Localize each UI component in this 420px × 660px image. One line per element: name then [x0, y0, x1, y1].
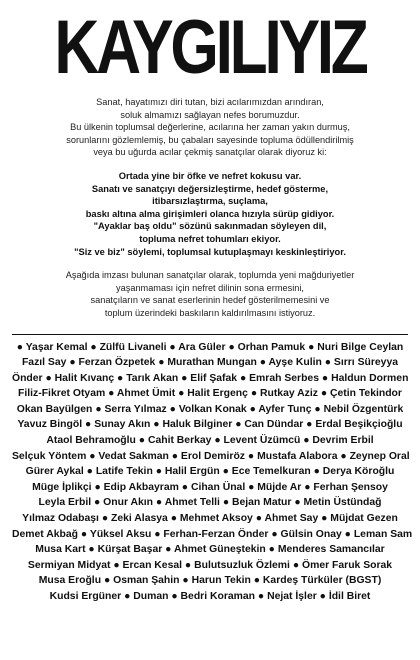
bullet-icon: ●	[303, 435, 313, 447]
bullet-icon: ●	[182, 575, 192, 587]
signatory-name: Nejat İşler	[267, 591, 317, 602]
bullet-icon: ●	[184, 559, 195, 571]
bullet-icon: ●	[80, 528, 90, 540]
signatory-name: Emrah Serbes	[249, 372, 319, 384]
signatory-name: Ece Temelkuran	[231, 466, 311, 478]
signatory-name: Selçuk Yöntem	[12, 450, 87, 462]
signatory-name: Vedat Sakman	[98, 450, 169, 462]
signatory-name: Musa Eroğlu	[38, 575, 102, 587]
statement-line: topluma nefret tohumları ekiyor.	[139, 233, 281, 244]
bullet-icon: ●	[95, 403, 105, 415]
bullet-icon: ●	[239, 372, 250, 384]
bullet-icon: ●	[171, 450, 181, 462]
signatory-name: Gürer Aykal	[25, 466, 84, 478]
intro-paragraph	[12, 96, 408, 159]
signature-line	[12, 402, 408, 418]
bullet-icon: ●	[250, 388, 260, 400]
bullet-icon: ●	[253, 575, 263, 587]
signatory-name: Fazıl Say	[21, 357, 67, 369]
bullet-icon: ●	[103, 575, 114, 587]
signatory-name: Ferzan Özpetek	[78, 357, 156, 369]
closing-line: toplum üzerindeki baskıların kaldırılmasını istiyoruz.	[104, 307, 316, 318]
signatory-name: Ahmet Telli	[164, 497, 220, 509]
signature-line	[12, 511, 408, 527]
bullet-icon: ●	[308, 341, 318, 353]
signature-line	[12, 480, 408, 496]
signatory-name: Ayşe Kulin	[268, 357, 322, 369]
signatory-name: Can Dündar	[244, 419, 304, 431]
signatory-name: Tarık Akan	[126, 372, 179, 384]
signatory-name: Çetin Tekindor	[329, 388, 402, 400]
signature-line	[12, 433, 408, 449]
signatory-name: Müjdat Gezen	[330, 513, 398, 525]
bullet-icon: ●	[292, 559, 302, 571]
signatory-name: Ahmet Ümit	[116, 388, 176, 400]
bullet-icon: ●	[259, 357, 269, 369]
intro-line: Bu ülkenin toplumsal değerlerine, acılarına her zaman yakın durmuş,	[70, 122, 350, 133]
intro-line: veya bu uğurda acılar çekmiş sanatçılar olarak diyoruz ki:	[93, 147, 327, 158]
signatory-name: Ataol Behramoğlu	[46, 435, 136, 447]
bullet-icon: ●	[214, 435, 224, 447]
signatory-name: Musa Kart	[35, 544, 86, 556]
signatory-name: Zeki Alasya	[111, 513, 168, 525]
bullet-icon: ●	[271, 528, 281, 540]
signatory-name: Orhan Pamuk	[237, 341, 306, 353]
signatory-name: Leman Sam	[353, 528, 413, 540]
signatory-name: Demet Akbağ	[12, 528, 79, 540]
signatory-name: Erol Demiröz	[180, 450, 245, 462]
signatory-name: Müge İplikçi	[32, 481, 92, 493]
signatory-name: Bedri Koraman	[180, 591, 256, 602]
signatory-name: Edip Akbayram	[103, 481, 179, 493]
signatory-name: Filiz-Fikret Otyam	[18, 388, 106, 400]
bullet-icon: ●	[88, 544, 98, 556]
bullet-icon: ●	[113, 559, 123, 571]
signatory-name: Ömer Faruk Sorak	[302, 559, 393, 571]
signatory-name: Mehmet Aksoy	[179, 513, 253, 525]
bullet-icon: ●	[248, 481, 258, 493]
closing-line: Aşağıda imzası bulunan sanatçılar olarak, toplumda yeni mağduriyetler	[65, 270, 355, 281]
closing-line: yaşanmaması için nefret dilinin sona ermesini,	[116, 282, 304, 293]
bullet-icon: ●	[319, 591, 329, 602]
divider-rule	[12, 334, 408, 335]
signatory-name: Metin Üstündağ	[303, 497, 382, 509]
signatory-name: Yaşar Kemal	[25, 341, 88, 353]
bullet-icon: ●	[94, 497, 104, 509]
signature-line	[12, 371, 408, 387]
bullet-icon: ●	[94, 481, 104, 493]
signatory-name: İdil Biret	[328, 591, 371, 602]
bullet-icon: ●	[268, 544, 278, 556]
bullet-icon: ●	[247, 450, 258, 462]
bullet-icon: ●	[324, 357, 334, 369]
bullet-icon: ●	[153, 419, 163, 431]
signatory-name: Duman	[133, 591, 169, 602]
bullet-icon: ●	[222, 466, 232, 478]
signatory-name: Kudsi Ergüner	[49, 591, 122, 602]
statement-line: baskı altına alma girişimleri olanca hızıyla sürüp gidiyor.	[85, 208, 335, 219]
bullet-icon: ●	[90, 341, 100, 353]
signatory-name: Derya Köroğlu	[322, 466, 395, 478]
signatory-name: Müjde Ar	[257, 481, 302, 493]
signatory-name: Kardeş Türküler (BGST)	[262, 575, 382, 587]
statement-paragraph	[12, 170, 408, 258]
bullet-icon: ●	[45, 372, 55, 384]
signatory-name: Nuri Bilge Ceylan	[317, 341, 404, 353]
bullet-icon: ●	[154, 528, 164, 540]
signature-line	[12, 417, 408, 433]
signatory-name: Leyla Erbil	[38, 497, 92, 509]
bullet-icon: ●	[321, 513, 331, 525]
signatory-name: Ferhan-Ferzan Önder	[163, 528, 269, 540]
bullet-icon: ●	[320, 388, 330, 400]
statement-line: "Ayaklar baş oldu" sözünü sakınmadan söyleyen dil,	[93, 221, 327, 232]
signatory-name: Cihan Ünal	[190, 481, 246, 493]
bullet-icon: ●	[181, 372, 191, 384]
signatory-name: Yavuz Bingöl	[17, 419, 83, 431]
signatory-name: Halit Ergenç	[187, 388, 248, 400]
signatory-name: Ahmet Güneştekin	[173, 544, 266, 556]
signature-line	[12, 355, 408, 371]
signature-list	[12, 340, 413, 605]
statement-line: "Siz ve biz" söylemi, toplumsal kutuplaşmayı keskinleştiriyor.	[74, 246, 346, 257]
bullet-icon: ●	[313, 466, 323, 478]
bullet-icon: ●	[169, 403, 179, 415]
signatory-name: Serra Yılmaz	[104, 403, 167, 415]
bullet-icon: ●	[89, 450, 99, 462]
bullet-icon: ●	[69, 357, 79, 369]
intro-line: Sanat, hayatımızı diri tutan, bizi acılarımızdan arındıran,	[96, 97, 324, 107]
signatory-name: Ahmet Say	[264, 513, 319, 525]
statement-line: itibarsızlaştırma, suçlama,	[152, 196, 268, 207]
signatory-name: Gülsin Onay	[280, 528, 342, 540]
statement-line: Sanatı ve sanatçıyı değersizleştirme, hedef gösterme,	[91, 183, 329, 194]
bullet-icon: ●	[321, 372, 332, 384]
signatory-name: Bulutsuzluk Özlemi	[194, 559, 290, 571]
signatory-name: Elif Şafak	[190, 372, 238, 384]
bullet-icon: ●	[158, 357, 168, 369]
bullet-icon: ●	[169, 341, 179, 353]
signatory-name: Kürşat Başar	[97, 544, 163, 556]
closing-line: sanatçıların ve sanat eserlerinin hedef gösterilmemesini ve	[90, 295, 330, 306]
bullet-icon: ●	[155, 466, 165, 478]
bullet-icon: ●	[101, 513, 112, 525]
signatory-name: Sermiyan Midyat	[27, 559, 111, 571]
bullet-icon: ●	[108, 388, 117, 400]
signatory-name: Ayfer Tunç	[258, 403, 312, 415]
signature-line	[12, 573, 408, 589]
signatory-name: Latife Tekin	[95, 466, 153, 478]
signatory-name: Harun Tekin	[191, 575, 251, 587]
signature-line	[12, 386, 408, 402]
bullet-icon: ●	[165, 544, 174, 556]
statement-line: Ortada yine bir öfke ve nefret kokusu var.	[118, 170, 302, 181]
signature-line	[12, 340, 408, 356]
closing-paragraph	[12, 269, 408, 319]
intro-line: soluk almamızı sağlayan nefes borumuzdur.	[120, 109, 300, 120]
signatory-name: Halit Kıvanç	[54, 372, 115, 384]
bullet-icon: ●	[170, 513, 180, 525]
bullet-icon: ●	[181, 481, 191, 493]
signature-line	[12, 449, 408, 465]
signature-line	[12, 527, 413, 543]
signatory-name: Zeynep Oral	[349, 450, 410, 462]
bullet-icon: ●	[124, 591, 134, 602]
signature-line	[12, 495, 408, 511]
bullet-icon: ●	[249, 403, 259, 415]
bullet-icon: ●	[85, 419, 95, 431]
signature-line	[12, 542, 408, 558]
intro-line: sorunlarını gözlemlemiş, bu çabaları sayesinde topluma ödüllendirilmiş	[66, 134, 354, 145]
signatory-name: Nebil Özgentürk	[323, 403, 404, 415]
bullet-icon: ●	[255, 513, 265, 525]
bullet-icon: ●	[222, 497, 232, 509]
signatory-name: Haldun Dormen	[331, 372, 409, 384]
headline: KAYGILIYIZ	[54, 5, 366, 90]
signatory-name: Zülfü Livaneli	[99, 341, 167, 353]
signatory-name: Yüksel Aksu	[89, 528, 152, 540]
signatory-name: Devrim Erbil	[312, 435, 374, 447]
signatory-name: Sunay Akın	[94, 419, 151, 431]
bullet-icon: ●	[257, 591, 268, 602]
signatory-name: Volkan Konak	[178, 403, 247, 415]
bullet-icon: ●	[178, 388, 188, 400]
signatory-name: Bejan Matur	[231, 497, 292, 509]
signatory-name: Haluk Bilginer	[162, 419, 233, 431]
signatory-name: Ercan Kesal	[122, 559, 183, 571]
bullet-icon: ●	[171, 591, 181, 602]
bullet-icon: ●	[228, 341, 238, 353]
signatory-name: Onur Akın	[103, 497, 154, 509]
bullet-icon: ●	[117, 372, 127, 384]
signature-line	[12, 558, 408, 574]
bullet-icon: ●	[294, 497, 304, 509]
signatory-name: Rutkay Aziz	[259, 388, 318, 400]
bullet-icon: ●	[344, 528, 354, 540]
signatory-name: Murathan Mungan	[167, 357, 257, 369]
bullet-icon: ●	[235, 419, 245, 431]
signatory-name: Erdal Beşikçioğlu	[315, 419, 403, 431]
signatory-name: Mustafa Alabora	[257, 450, 338, 462]
signatory-name: Ara Güler	[178, 341, 226, 353]
bullet-icon: ●	[306, 419, 316, 431]
bullet-icon: ●	[155, 497, 165, 509]
bullet-icon: ●	[16, 341, 26, 353]
bullet-icon: ●	[304, 481, 314, 493]
signatory-name: Osman Şahin	[113, 575, 180, 587]
signatory-name: Önder	[12, 372, 43, 384]
bullet-icon: ●	[314, 403, 324, 415]
bullet-icon: ●	[340, 450, 350, 462]
bullet-icon: ●	[86, 466, 96, 478]
signature-line	[12, 464, 408, 480]
signatory-name: Menderes Samancılar	[277, 544, 385, 556]
signatory-name: Yılmaz Odabaşı	[22, 513, 99, 525]
signatory-name: Okan Bayülgen	[16, 403, 93, 415]
signatory-name: Halil Ergün	[164, 466, 220, 478]
signatory-name: Ferhan Şensoy	[313, 481, 388, 493]
signatory-name: Levent Üzümcü	[223, 435, 301, 447]
signatory-name: Sırrı Süreyya	[333, 357, 399, 369]
bullet-icon: ●	[138, 435, 148, 447]
signature-line	[12, 589, 408, 605]
signatory-name: Cahit Berkay	[147, 435, 212, 447]
